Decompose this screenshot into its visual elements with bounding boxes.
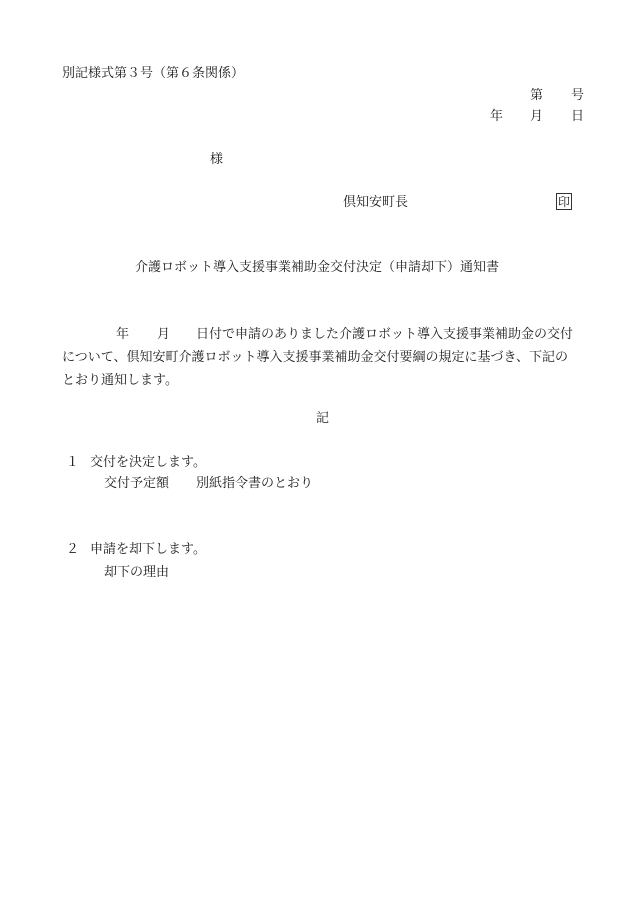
issuer-name: 倶知安町長 — [343, 195, 409, 210]
item-2-number: ２ — [66, 542, 80, 557]
form-label: 別記様式第３号（第６条関係） — [62, 66, 245, 81]
date-year-label: 年 — [490, 109, 504, 124]
item-1-sub-value: 別紙指令書のとおり — [196, 476, 314, 491]
item-1-text: 交付を決定します。 — [90, 455, 206, 470]
item-2-sub-label: 却下の理由 — [104, 565, 170, 580]
body-line-3: とおり通知します。 — [62, 373, 178, 388]
document-number-prefix: 第 — [530, 88, 544, 103]
document-number-suffix: 号 — [571, 88, 585, 103]
item-2-text: 申請を却下します。 — [90, 542, 206, 557]
item-1-sub-label: 交付予定額 — [104, 476, 170, 491]
ki-heading: 記 — [316, 411, 330, 426]
body-year-label: 年 — [116, 327, 130, 342]
body-line-2: について、倶知安町介護ロボット導入支援事業補助金交付要綱の規定に基づき、下記の — [62, 350, 568, 365]
body-month-label: 月 — [157, 327, 171, 342]
body-line-1 — [62, 323, 582, 346]
body-line-1-text: 日付で申請のありました介護ロボット導入支援事業補助金の交付 — [196, 327, 574, 342]
item-1-number: １ — [66, 455, 80, 470]
addressee-suffix: 様 — [210, 152, 224, 167]
body-paragraph — [62, 323, 582, 392]
document-title: 介護ロボット導入支援事業補助金交付決定（申請却下）通知書 — [135, 260, 500, 275]
date-day-label: 日 — [571, 109, 585, 124]
date-month-label: 月 — [530, 109, 544, 124]
seal-mark: 印 — [558, 195, 571, 209]
